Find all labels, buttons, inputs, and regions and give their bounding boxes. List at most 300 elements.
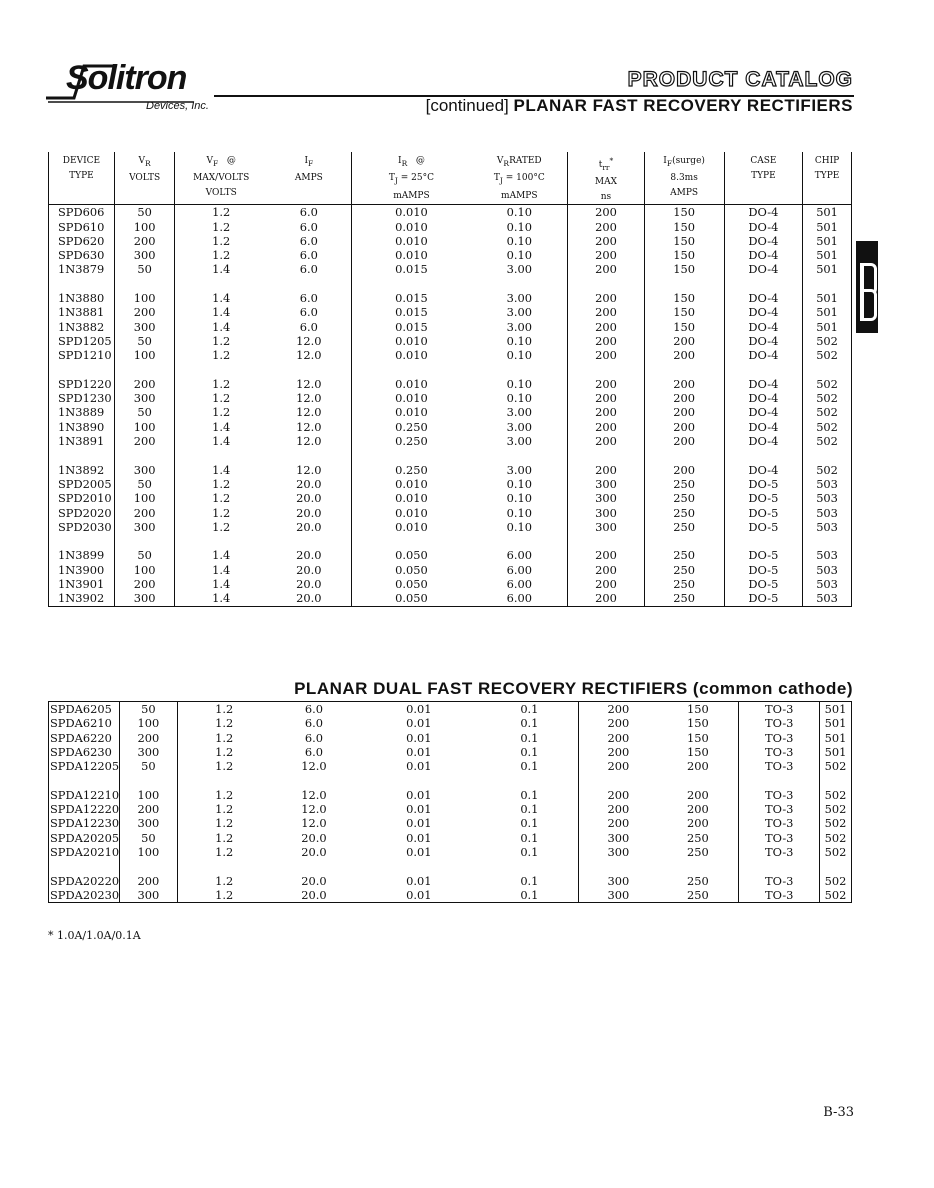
table-cell: 1.2: [175, 491, 267, 505]
catalog-title: PRODUCT CATALOG: [627, 68, 853, 91]
device-type-cell: 1N3899: [49, 548, 115, 562]
device-type-cell: SPD630: [49, 248, 115, 262]
table-cell: 1.4: [175, 577, 267, 591]
page-number: B-33: [823, 1105, 854, 1120]
col-vr: $V_R$ VOLTS: [114, 152, 175, 205]
col-device: DEVICE TYPE: [49, 152, 115, 205]
table-cell: 100: [114, 491, 175, 505]
table-cell: 250: [644, 520, 724, 534]
table-row: [49, 420, 852, 434]
table-cell: 1.2: [177, 702, 270, 717]
table-cell: 250: [687, 873, 709, 888]
spacer-cell: [568, 277, 644, 291]
device-type-cell: SPDA6230: [49, 745, 120, 759]
table-cell: 502: [820, 874, 852, 888]
table-cell: 1.2: [175, 391, 267, 405]
table-cell: 501: [820, 745, 852, 759]
table-cell: 6.0: [304, 730, 323, 745]
device-type-cell: 1N3880: [49, 291, 115, 305]
table-cell: 250: [644, 591, 724, 606]
table-cell: 200: [568, 548, 644, 562]
table-cell: 6.0: [304, 716, 323, 731]
table-cell: 200: [579, 702, 658, 717]
device-type-cell: SPD2020: [49, 506, 115, 520]
group-spacer: [49, 448, 852, 462]
table-cell: TO-3: [739, 874, 820, 888]
subtitle-prefix: [continued]: [425, 96, 514, 115]
table-cell: 300: [114, 520, 175, 534]
table-cell: 502: [803, 405, 852, 419]
table-cell: 100: [114, 291, 175, 305]
table-cell: 12.0: [301, 787, 327, 802]
table-cell: 503: [803, 563, 852, 577]
table-cell: 3.00: [506, 419, 532, 434]
table-cell: 3.00: [506, 462, 532, 477]
table-cell: 502: [820, 831, 852, 845]
spacer-cell: [644, 448, 724, 462]
spacer-cell: [49, 534, 115, 548]
table-cell: 0.010: [351, 491, 471, 505]
table-cell: 150: [644, 320, 724, 334]
table-cell: 200: [568, 434, 644, 448]
table-cell: 502: [820, 816, 852, 830]
device-type-cell: SPD2010: [49, 491, 115, 505]
table-cell: TO-3: [739, 831, 820, 845]
table-cell: 0.01: [406, 873, 432, 888]
table-cell: 0.10: [506, 505, 532, 520]
table-cell: 20.0: [301, 830, 327, 845]
table-cell: 200: [687, 759, 709, 774]
table-cell: DO-4: [724, 434, 803, 448]
table-cell: 0.250: [351, 463, 471, 477]
table-cell: 6.0: [299, 205, 318, 220]
device-type-cell: SPD1210: [49, 348, 115, 362]
table-cell: 300: [568, 491, 644, 505]
table-cell: 200: [114, 305, 175, 319]
table-cell: 150: [687, 702, 709, 716]
table-cell: TO-3: [739, 745, 820, 759]
table-cell: TO-3: [739, 731, 820, 745]
table-cell: 6.00: [506, 577, 532, 592]
spacer-cell: [820, 773, 852, 787]
table-cell: 0.10: [506, 233, 532, 248]
device-type-cell: SPDA12230: [50, 816, 120, 831]
table-row: [49, 348, 852, 362]
table-cell: 6.0: [304, 744, 323, 759]
table-cell: DO-4: [724, 262, 803, 276]
table-cell: 250: [687, 844, 709, 859]
table-cell: 502: [803, 420, 852, 434]
table-cell: TO-3: [739, 802, 820, 816]
table-cell: 200: [687, 787, 709, 802]
spacer-cell: [175, 534, 267, 548]
table-cell: 200: [120, 874, 178, 888]
table-cell: 0.01: [406, 716, 432, 731]
table-cell: 0.050: [351, 591, 471, 606]
table-cell: TO-3: [739, 759, 820, 773]
table-cell: 100: [120, 716, 178, 730]
device-type-cell: 1N3900: [49, 563, 115, 577]
device-type-cell: SPDA20220: [50, 873, 120, 888]
table-cell: 1.2: [175, 405, 267, 419]
spacer-cell: [114, 448, 175, 462]
spacer-cell: [739, 859, 820, 873]
spacer-cell: [49, 448, 115, 462]
table-cell: DO-4: [724, 391, 803, 405]
table-cell: 200: [644, 463, 724, 477]
table-body: [49, 205, 852, 606]
col-isurge: $I_F(surge)$ 8.3ms AMPS: [644, 152, 724, 205]
table-cell: 0.010: [351, 205, 471, 220]
col-trr: $t_{rr}^*$ MAX ns: [568, 152, 644, 205]
spacer-cell: [644, 277, 724, 291]
table-row: [49, 745, 852, 759]
table-cell: 100: [120, 845, 178, 859]
table-cell: 20.0: [296, 491, 322, 506]
table-cell: 12.0: [296, 348, 322, 363]
group-spacer: [49, 859, 852, 873]
table-cell: DO-4: [724, 405, 803, 419]
table-cell: 200: [579, 816, 658, 830]
table-cell: 0.01: [406, 744, 432, 759]
dual-section-title: PLANAR DUAL FAST RECOVERY RECTIFIERS (common cathode): [294, 679, 853, 698]
table-cell: 300: [579, 831, 658, 845]
table-cell: 1.2: [175, 377, 267, 391]
table-cell: 100: [114, 348, 175, 362]
table-cell: 502: [803, 391, 852, 405]
table-cell: 300: [120, 816, 178, 830]
table-row: [49, 577, 852, 591]
table-cell: 0.010: [351, 377, 471, 391]
table-cell: 1.4: [175, 291, 267, 305]
table-cell: 0.1: [520, 830, 539, 845]
table-cell: 150: [644, 262, 724, 276]
device-type-cell: SPDA12210: [50, 787, 120, 802]
table-cell: 1.4: [175, 591, 267, 606]
table-cell: DO-5: [724, 563, 803, 577]
table-cell: 0.015: [351, 291, 471, 305]
table-cell: 6.0: [299, 305, 318, 320]
table-cell: 0.10: [506, 519, 532, 534]
table-cell: DO-5: [724, 577, 803, 591]
table-row: [49, 759, 852, 773]
dual-rectifier-table: [48, 701, 852, 903]
device-type-cell: SPD620: [49, 234, 115, 248]
table-cell: 12.0: [296, 405, 322, 420]
spacer-cell: [803, 277, 852, 291]
table-row: [49, 491, 852, 505]
table-cell: 50: [114, 405, 175, 419]
table-cell: 501: [803, 320, 852, 334]
table-row: [49, 788, 852, 802]
device-type-cell: SPDA6220: [49, 731, 120, 745]
table-cell: 1.2: [177, 802, 270, 816]
spacer-cell: [267, 277, 351, 291]
device-type-cell: 1N3891: [49, 434, 115, 448]
table-cell: 50: [120, 702, 178, 717]
spacer-cell: [114, 363, 175, 377]
spacer-cell: [480, 773, 578, 787]
table-cell: 200: [568, 591, 644, 606]
table-cell: 300: [568, 477, 644, 491]
table-cell: 503: [803, 548, 852, 562]
table-cell: 0.050: [351, 548, 471, 562]
table-cell: DO-4: [724, 463, 803, 477]
spacer-cell: [579, 859, 658, 873]
table-cell: 0.10: [506, 205, 532, 220]
table-cell: 502: [803, 348, 852, 362]
table-cell: 300: [120, 888, 178, 903]
table-cell: DO-4: [724, 420, 803, 434]
table-cell: DO-4: [724, 234, 803, 248]
spacer-cell: [175, 363, 267, 377]
table-cell: 0.1: [520, 744, 539, 759]
table-cell: DO-4: [724, 220, 803, 234]
table-cell: 0.01: [406, 787, 432, 802]
table-row: [49, 874, 852, 888]
table-cell: 0.010: [351, 220, 471, 234]
table-row: [49, 816, 852, 830]
table-cell: 150: [687, 744, 709, 759]
table-cell: 300: [568, 520, 644, 534]
table-cell: 502: [803, 377, 852, 391]
table-cell: 20.0: [296, 505, 322, 520]
table-cell: 0.01: [357, 888, 480, 903]
table-cell: 300: [114, 320, 175, 334]
table-cell: 502: [820, 845, 852, 859]
table-cell: 501: [820, 731, 852, 745]
spacer-cell: [568, 534, 644, 548]
spacer-cell: [471, 448, 568, 462]
table-cell: 200: [568, 234, 644, 248]
table-cell: 1.2: [177, 816, 270, 830]
spacer-cell: [49, 277, 115, 291]
device-type-cell: 1N3889: [49, 405, 115, 419]
table-cell: 1.4: [175, 305, 267, 319]
table-cell: 0.250: [351, 434, 471, 448]
device-type-cell: SPDA20230: [50, 887, 120, 902]
table-cell: 1.4: [175, 563, 267, 577]
table-cell: 12.0: [301, 802, 327, 817]
device-type-cell: SPDA6205: [49, 702, 120, 717]
table-cell: 3.00: [506, 434, 532, 449]
table-cell: 6.0: [299, 319, 318, 334]
table-cell: 503: [803, 577, 852, 591]
table-cell: 20.0: [267, 591, 351, 606]
table-row: [49, 477, 852, 491]
table-cell: 0.01: [406, 730, 432, 745]
table-cell: 1.2: [177, 716, 270, 730]
table-cell: DO-4: [724, 291, 803, 305]
device-type-cell: 1N3879: [49, 262, 115, 276]
table-cell: 300: [114, 391, 175, 405]
spacer-cell: [803, 534, 852, 548]
table-header-row: [49, 152, 852, 205]
table-cell: 150: [644, 305, 724, 319]
spacer-cell: [657, 773, 739, 787]
table-cell: 150: [644, 248, 724, 262]
table-cell: 200: [568, 205, 644, 220]
table-cell: 200: [568, 463, 644, 477]
table-row: [49, 391, 852, 405]
table-cell: 250: [657, 888, 739, 903]
table-row: [49, 205, 852, 220]
col-vf: $V_F$ @ MAX/VOLTS VOLTS: [175, 152, 267, 205]
table-cell: 1.4: [175, 420, 267, 434]
table-cell: 300: [568, 506, 644, 520]
page-subtitle: [426, 96, 853, 116]
table-cell: 50: [120, 759, 178, 773]
table-cell: 1.2: [177, 759, 270, 773]
table-cell: 0.010: [351, 391, 471, 405]
logo-text: Solitron: [66, 59, 187, 97]
table-cell: 3.00: [506, 305, 532, 320]
table-cell: 200: [114, 506, 175, 520]
table-cell: DO-5: [724, 491, 803, 505]
table-cell: 250: [644, 548, 724, 562]
table-cell: 200: [568, 348, 644, 362]
table-cell: 1.2: [177, 745, 270, 759]
table-row: [49, 248, 852, 262]
table-row: [49, 234, 852, 248]
table-cell: 1.2: [175, 348, 267, 362]
spacer-cell: [357, 859, 480, 873]
table-cell: 1.2: [177, 831, 270, 845]
table-cell: 0.010: [351, 334, 471, 348]
table-cell: 0.015: [351, 320, 471, 334]
table-cell: 150: [644, 205, 724, 220]
table-cell: 0.10: [506, 248, 532, 263]
table-cell: 1.2: [175, 234, 267, 248]
table-cell: 0.015: [351, 262, 471, 276]
table-cell: 1.4: [175, 548, 267, 562]
table-cell: 100: [114, 220, 175, 234]
table-cell: DO-4: [724, 248, 803, 262]
table-row: [49, 802, 852, 816]
device-type-cell: SPD1230: [49, 391, 115, 405]
table-cell: 50: [120, 831, 178, 845]
table-row: [49, 305, 852, 319]
table-cell: TO-3: [739, 845, 820, 859]
device-type-cell: 1N3901: [49, 577, 115, 591]
table-cell: TO-3: [739, 788, 820, 802]
table-cell: 200: [568, 377, 644, 391]
dual-table-body: [49, 702, 852, 903]
table-row: [49, 291, 852, 305]
table-cell: 6.00: [471, 591, 568, 606]
table-cell: 200: [644, 420, 724, 434]
spacer-cell: [175, 448, 267, 462]
table-cell: 0.1: [520, 873, 539, 888]
table-cell: TO-3: [739, 888, 820, 903]
device-type-cell: SPDA6210: [49, 716, 120, 730]
table-cell: 3.00: [506, 319, 532, 334]
spacer-cell: [120, 859, 178, 873]
table-cell: 200: [568, 291, 644, 305]
spacer-cell: [267, 534, 351, 548]
table-cell: 6.00: [506, 562, 532, 577]
table-cell: 0.10: [506, 476, 532, 491]
table-cell: 200: [114, 234, 175, 248]
table-cell: 3.00: [506, 291, 532, 306]
table-cell: 0.10: [506, 348, 532, 363]
table-cell: 501: [803, 291, 852, 305]
table-row: [49, 702, 852, 717]
spacer-cell: [644, 534, 724, 548]
table-cell: 501: [803, 305, 852, 319]
table-cell: 3.00: [506, 262, 532, 277]
table-cell: 0.01: [406, 816, 432, 831]
table-cell: 150: [687, 716, 709, 731]
spacer-cell: [351, 448, 471, 462]
table-row: [49, 520, 852, 534]
table-cell: 250: [687, 830, 709, 845]
spacer-cell: [267, 448, 351, 462]
table-row: [49, 731, 852, 745]
spacer-cell: [724, 277, 803, 291]
group-spacer: [49, 363, 852, 377]
table-row: [49, 463, 852, 477]
table-cell: 1.2: [175, 334, 267, 348]
table-cell: 0.10: [506, 391, 532, 406]
logo-subtitle: Devices, Inc.: [146, 100, 209, 112]
table-cell: 200: [644, 434, 724, 448]
device-type-cell: SPDA12205: [50, 759, 120, 774]
table-cell: 6.0: [299, 262, 318, 277]
table-cell: 150: [687, 730, 709, 745]
spacer-cell: [267, 363, 351, 377]
table-cell: 0.01: [406, 702, 432, 716]
table-cell: 0.1: [520, 802, 539, 817]
spacer-cell: [49, 773, 120, 787]
table-cell: 300: [120, 745, 178, 759]
spacer-cell: [657, 859, 739, 873]
table-row: [49, 591, 852, 606]
table-cell: 200: [579, 802, 658, 816]
table-cell: 12.0: [296, 376, 322, 391]
table-cell: 1.2: [177, 788, 270, 802]
table-cell: 12.0: [296, 391, 322, 406]
table-cell: 100: [114, 420, 175, 434]
table-cell: TO-3: [739, 702, 820, 717]
table-cell: 250: [644, 477, 724, 491]
table-cell: 501: [803, 205, 852, 220]
device-type-cell: SPD1205: [49, 334, 115, 348]
table-cell: DO-4: [724, 334, 803, 348]
table-cell: DO-4: [724, 305, 803, 319]
spacer-cell: [114, 277, 175, 291]
spacer-cell: [114, 534, 175, 548]
table-cell: 1.4: [175, 262, 267, 276]
device-type-cell: 1N3881: [49, 305, 115, 319]
table-cell: 503: [803, 520, 852, 534]
table-cell: 501: [803, 248, 852, 262]
table-cell: 0.01: [406, 759, 432, 774]
spacer-cell: [471, 363, 568, 377]
table-row: [49, 506, 852, 520]
table-cell: 200: [568, 577, 644, 591]
table-cell: 1.2: [177, 888, 270, 903]
table-row: [49, 262, 852, 276]
tab-letter-bottom: [860, 289, 877, 321]
spacer-cell: [351, 363, 471, 377]
device-type-cell: 1N3890: [49, 420, 115, 434]
col-chip: CHIP TYPE: [803, 152, 852, 205]
table-cell: 200: [568, 320, 644, 334]
table-cell: 300: [579, 874, 658, 888]
table-cell: 0.10: [506, 333, 532, 348]
device-type-cell: SPDA12220: [50, 802, 120, 817]
